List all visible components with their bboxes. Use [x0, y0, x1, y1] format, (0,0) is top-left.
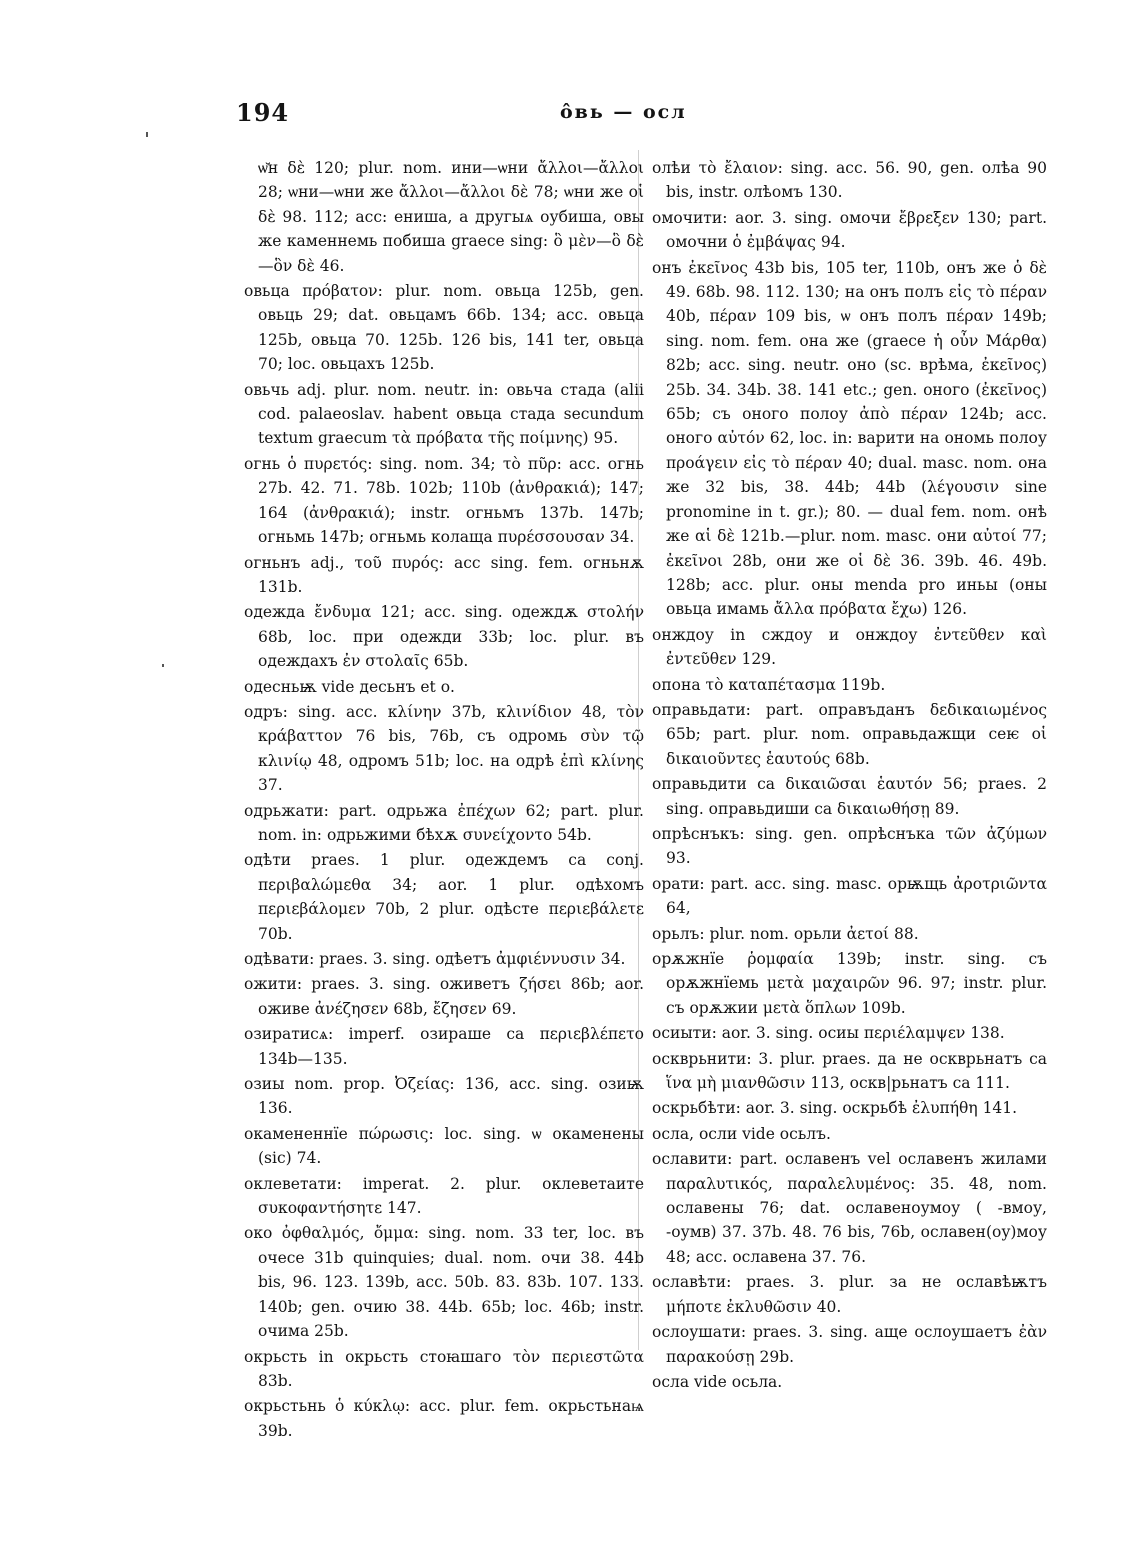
dictionary-entry: онъ ἐκεῖνος 43b bis, 105 ter, 110b, онъ же ὁ δὲ 49. 68b. 98. 112. 130; на онъ полъ εἰς τὸ πέραν 40b, πέραν 109 bis, ѡ онъ полъ πέραν 149b; sing. nom. fem. она же (graece ἡ οὖν Μάρθα) 82b; acc. sing. neutr. оно (sc. врѣма, ἐκεῖνος) 25b. 34. 34b. 38. 141 etc.; gen. оного (ἐκεῖνος) 65b; съ оного полоу ἀπὸ πέραν 124b; acc. оного αὐτόν 62, loc. in: варити на ономь полоу προάγειν εἰς τὸ πέραν 40; dual. masc. nom. она же 32 bis, 38. 44b; 44b (λέγουσιν sine pronomine in t. gr.); 80. — dual fem. nom. онѣ же αἱ δὲ 121b.—plur. nom. masc. они αὐτοί 77; ἐκεῖνοι 28b, они же οἱ δὲ 36. 39b. 46. 49b. 128b; acc. plur. оны menda pro иньы (оны овьца имамь ἄλλα πρόβατα ἔχω) 126.: [652, 258, 1047, 619]
dictionary-entry: орати: part. acc. sing. masc. орѭщь ἀροτριῶντα 64,: [652, 874, 1047, 918]
running-title: о̂вь — осл: [560, 101, 687, 123]
dictionary-entry: ославѣти: praes. 3. plur. за не ославѣѭтъ μήποτε ἐκλυθῶσιν 40.: [652, 1273, 1047, 1316]
dictionary-entry: озиратисѧ: imperf. озираше са περιεβλέπετο 134b—135.: [244, 1025, 644, 1068]
dictionary-entry: ославити: part. ославенъ vel ославенъ жилами παραλυτικός, παραλελυμένος: 35. 48, nom. ославены 76; dat. ославеноумоу ( -вмоу, -оумв) 37. 37b. 48. 76 bis, 76b, ославен(оу)моу 48; acc. ославена 37. 76.: [652, 1150, 1047, 1266]
dictionary-entry: окрьсть in окрьсть стоꙗшаго τὸν περιεστῶτα 83b.: [244, 1347, 644, 1390]
dictionary-entry: онждоу in сждоу и онждоу ἐντεῦθεν καὶ ἐντεῦθεν 129.: [652, 625, 1047, 669]
dictionary-entry: оскврьнити: 3. plur. praes. да не оскврьнатъ са ἵνα μὴ μιανθῶσιν 113, оскв|рьнатъ са 111.: [652, 1049, 1047, 1093]
dictionary-entry: озиы nom. prop. Ὀζείας: 136, acc. sing. озиѭ 136.: [244, 1075, 644, 1118]
dictionary-entry: одѣвати: praes. 3. sing. одѣетъ ἀμφιέννυσιν 34.: [244, 950, 626, 968]
dictionary-entry: оправьдити са δικαιῶσαι ἑαυτόν 56; praes. 2 sing. оправьдиши са δικαιωθήσῃ 89.: [652, 775, 1047, 818]
dictionary-entry: олѣи τὸ ἔλαιον: sing. acc. 56. 90, gen. олѣа 90 bis, instr. олѣомъ 130.: [652, 159, 1047, 202]
left-column: [244, 156, 644, 1444]
dictionary-entry: орьлъ: plur. nom. орьли ἀετοί 88.: [652, 924, 919, 943]
scan-mark: [162, 664, 164, 667]
dictionary-entry: огнь ὁ πυρετός: sing. nom. 34; τὸ πῦρ: acc. огнь 27b. 42. 71. 78b. 102b; 110b (ἀνθρακιά); 147; 164 (ἀνθρακιά); instr. огньмъ 137b. 147b; огньмь 147b; огньмь колаща πυρέσσουσαν 34.: [244, 454, 644, 547]
dictionary-entry: окамененнїе πώρωσις: loc. sing. ѡ окаменены (sic) 74.: [244, 1124, 644, 1168]
dictionary-entry: осла vide осьла.: [652, 1372, 783, 1391]
dictionary-entry: оправьдати: part. оправъданъ δεδικαιωμένος 65b; part. plur. nom. оправьдажщи сеѥ οἱ δικαιοῦντες ἑαυτούς 68b.: [652, 700, 1047, 768]
dictionary-entry: око ὀφθαλμός, ὄμμα: sing. nom. 33 ter, loc. въ очесе 31b quinquies; dual. nom. очи 38. 44b bis, 96. 123. 139b, acc. 50b. 83. 83b. 107. 133. 140b; gen. очию 38. 44b. 65b; loc. 46b; instr. очима 25b.: [244, 1224, 644, 1341]
dictionary-entry: овьца πρόβατον: plur. nom. овьца 125b, gen. овьць 29; dat. овьцамъ 66b. 134; acc. овьца 125b, овьца 70. 125b. 126 bis, 141 ter, овьца 70; loc. овьцахъ 125b.: [244, 282, 644, 374]
dictionary-entry: одѣти praes. 1 plur. одеждемъ са conj. περιβαλώμεθα 34; aor. 1 plur. одѣхомъ περιεβάλομεν 70b, 2 plur. одѣсте περιεβάλετε 70b.: [244, 851, 644, 943]
dictionary-entry: одръ: sing. acc. κλίνην 37b, κλινίδιον 48, τὸν κράβαττον 76 bis, 76b, съ одромь σὺν τῷ κλινίῳ 48, одромъ 51b; loc. на одрѣ ἐπὶ κλίνης 37.: [244, 702, 644, 795]
dictionary-entry: огньнъ adj., τοῦ πυρός: acc sing. fem. огньнѫ 131b.: [244, 553, 644, 596]
right-column: [652, 156, 1047, 1395]
dictionary-entry: ѡ̆н δὲ 120; plur. nom. ини—ѡни ἄλλοι—ἄλλοι 28; ѡни—ѡни же ἄλλοι—ἄλλοι δὲ 78; ѡни же οἱ δὲ 98. 112; acc: ениша, а другыѧ оубиша, овы же каменнемь побиша graece sing: ὃ μὲν—ὃ δὲ—ὃν δὲ 46.: [258, 159, 644, 275]
dictionary-entry: окрьстьнь ὁ κύκλῳ: acc. plur. fem. окрьстьнаѩ 39b.: [244, 1397, 644, 1440]
dictionary-entry: оклеветати: imperat. 2. plur. оклеветаите συκοφαντήσητε 147.: [244, 1174, 644, 1218]
dictionary-entry: оскрьбѣти: aor. 3. sing. оскрьбѣ ἐλυπήθη 141.: [652, 1099, 1018, 1118]
dictionary-entry: осла, осли vide осьлъ.: [652, 1124, 831, 1143]
scan-mark: [146, 132, 148, 137]
page-number: 194: [236, 98, 290, 127]
dictionary-entry: одесньѭ vide десьнъ et о.: [244, 677, 455, 696]
dictionary-entry: опрѣснъкъ: sing. gen. опрѣснъка τῶν ἀζύμων 93.: [652, 824, 1047, 868]
dictionary-entry: одежда ἔνδυμα 121; acc. sing. одеждѫ στολήν 68b, loc. при одежди 33b; loc. plur. въ одеждахъ ἐν στολαῖς 65b.: [244, 603, 644, 671]
dictionary-entry: омочити: aor. 3. sing. омочи ἔβρεξεν 130; part. омочни ὁ ἐμβάψας 94.: [652, 208, 1047, 252]
dictionary-entry: ослоушати: praes. 3. sing. аще ослоушаетъ ἐὰν παρακούσῃ 29b.: [652, 1323, 1047, 1366]
dictionary-entry: овьчь adj. plur. nom. neutr. in: овьча стада (alii cod. palaeoslav. habent овьца стада secundum textum graecum τὰ πρόβατα τῆς ποίμνης) 95.: [244, 380, 644, 448]
dictionary-entry: опона τὸ καταπέτασμα 119b.: [652, 675, 886, 694]
dictionary-entry: одрьжати: part. одрьжа ἐπέχων 62; part. plur. nom. in: одрьжими бѣхѫ συνείχοντο 54b.: [244, 801, 644, 844]
dictionary-entry: осиыти: aor. 3. sing. осиы περιέλαμψεν 138.: [652, 1024, 1005, 1043]
dictionary-entry: ожити: praes. 3. sing. оживетъ ζήσει 86b; aor. оживе ἀνέζησεν 68b, ἔζησεν 69.: [244, 975, 644, 1018]
dictionary-entry: орѫжнїе ῥομφαία 139b; instr. sing. съ орѫжнїемь μετὰ μαχαιρῶν 96. 97; instr. plur. съ орѫжии μετὰ ὅπλων 109b.: [652, 950, 1047, 1017]
